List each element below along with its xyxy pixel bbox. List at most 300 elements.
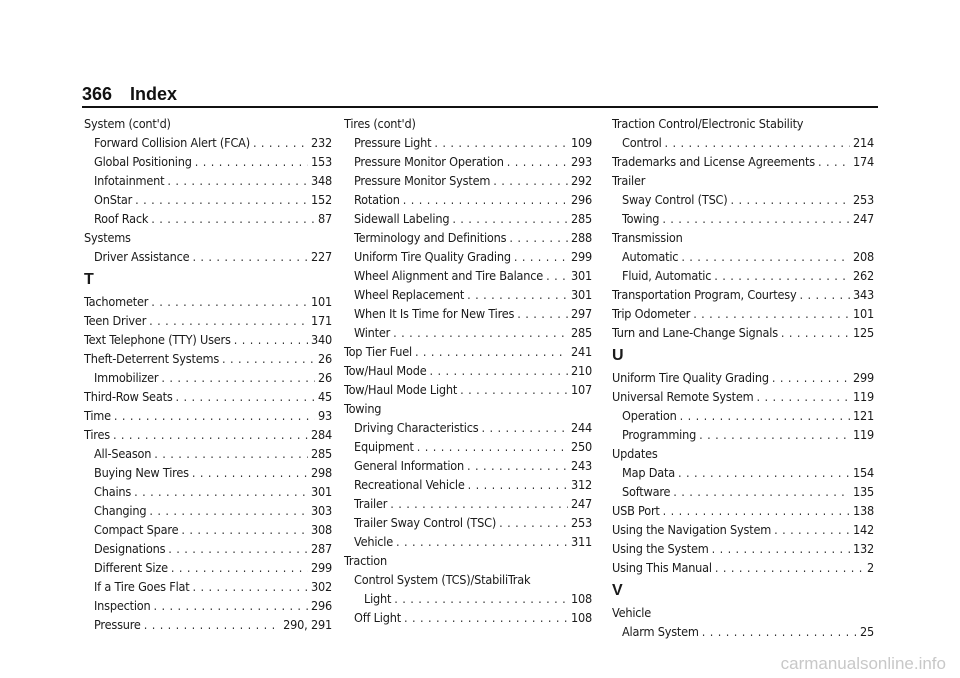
- dot-leader: [149, 501, 308, 520]
- dot-leader: [167, 171, 308, 190]
- index-entry[interactable]: [344, 342, 592, 361]
- dot-leader: [134, 482, 308, 501]
- header-rule: [82, 106, 878, 108]
- entry-term: Using the Navigation System: [612, 522, 772, 537]
- dot-leader: [681, 247, 850, 266]
- dot-leader: [234, 330, 308, 349]
- index-entry[interactable]: [84, 577, 332, 596]
- entry-page: 101: [310, 294, 332, 309]
- entry-page: 45: [317, 389, 332, 404]
- index-entry[interactable]: [84, 171, 332, 190]
- entry-page: 284: [310, 427, 332, 442]
- index-entry[interactable]: [344, 304, 592, 323]
- entry-term: Traction Control/Electronic Stability: [612, 116, 804, 131]
- index-entry[interactable]: [84, 482, 332, 501]
- entry-page: 287: [310, 541, 332, 556]
- entry-page: 340: [310, 332, 332, 347]
- entry-term: Towing: [344, 401, 382, 416]
- entry-term: Immobilizer: [94, 370, 159, 385]
- page-header: [82, 84, 177, 105]
- entry-page: 302: [310, 579, 332, 594]
- entry-term: Roof Rack: [94, 211, 149, 226]
- index-entry[interactable]: [612, 463, 874, 482]
- index-entry[interactable]: [612, 304, 874, 323]
- entry-term: USB Port: [612, 503, 660, 518]
- entry-page: 210: [570, 363, 592, 378]
- entry-page: 152: [310, 192, 332, 207]
- dot-leader: [193, 577, 308, 596]
- entry-term: Inspection: [94, 598, 151, 613]
- index-entry[interactable]: [84, 463, 332, 482]
- entry-term: Light: [364, 591, 392, 606]
- dot-leader: [429, 361, 568, 380]
- entry-page: 214: [852, 135, 874, 150]
- entry-page: 348: [310, 173, 332, 188]
- entry-page: 227: [310, 249, 332, 264]
- entry-page: 119: [852, 389, 874, 404]
- entry-term: Towing: [622, 211, 660, 226]
- entry-term: Transmission: [612, 230, 683, 245]
- entry-term: Time: [84, 408, 111, 423]
- dot-leader: [396, 532, 568, 551]
- entry-term: Transportation Program, Courtesy: [612, 287, 797, 302]
- dot-leader: [113, 425, 308, 444]
- dot-leader: [715, 558, 864, 577]
- entry-page: 108: [570, 591, 592, 606]
- entry-page: 296: [570, 192, 592, 207]
- entry-page: 297: [570, 306, 592, 321]
- entry-term: Wheel Alignment and Tire Balance: [354, 268, 544, 283]
- dot-leader: [176, 387, 315, 406]
- index-entry[interactable]: [612, 520, 874, 539]
- entry-term: Text Telephone (TTY) Users: [84, 332, 231, 347]
- dot-leader: [393, 323, 568, 342]
- dot-leader: [452, 209, 568, 228]
- entry-term: Universal Remote System: [612, 389, 754, 404]
- entry-term: Equipment: [354, 439, 414, 454]
- index-entry[interactable]: [344, 209, 592, 228]
- dot-leader: [468, 475, 568, 494]
- index-entry[interactable]: [612, 387, 874, 406]
- section-letter: T: [84, 271, 94, 288]
- index-entry[interactable]: [84, 368, 332, 387]
- index-entry[interactable]: [344, 285, 592, 304]
- entry-term: Pressure Monitor System: [354, 173, 491, 188]
- index-entry[interactable]: [612, 501, 874, 520]
- index-entry[interactable]: [344, 323, 592, 342]
- entry-page: 293: [570, 154, 592, 169]
- entry-page: 250: [570, 439, 592, 454]
- dot-leader: [507, 152, 568, 171]
- index-entry[interactable]: [612, 190, 874, 209]
- entry-term: Wheel Replacement: [354, 287, 465, 302]
- entry-term: Tow/Haul Mode: [344, 363, 427, 378]
- index-heading: [612, 114, 874, 133]
- entry-term: Turn and Lane-Change Signals: [612, 325, 778, 340]
- entry-page: 138: [852, 503, 874, 518]
- dot-leader: [467, 456, 568, 475]
- entry-term: When It Is Time for New Tires: [354, 306, 515, 321]
- dot-leader: [665, 133, 850, 152]
- entry-page: 26: [317, 351, 332, 366]
- entry-term: Different Size: [94, 560, 168, 575]
- entry-term: Terminology and Definitions: [354, 230, 507, 245]
- entry-page: 26: [317, 370, 332, 385]
- dot-leader: [192, 247, 308, 266]
- entry-page: 101: [852, 306, 874, 321]
- entry-page: 311: [570, 534, 592, 549]
- index-entry[interactable]: [344, 171, 592, 190]
- entry-term: Top Tier Fuel: [344, 344, 412, 359]
- entry-page: 301: [570, 287, 592, 302]
- dot-leader: [509, 228, 568, 247]
- entry-term: Buying New Tires: [94, 465, 189, 480]
- entry-page: 298: [310, 465, 332, 480]
- section-letter: V: [612, 582, 623, 599]
- entry-term: Using the System: [612, 541, 709, 556]
- entry-term: Chains: [94, 484, 132, 499]
- entry-term: Control: [622, 135, 662, 150]
- index-entry[interactable]: [344, 228, 592, 247]
- entry-page: 107: [570, 382, 592, 397]
- dot-leader: [144, 615, 280, 634]
- index-entry[interactable]: [612, 247, 874, 266]
- entry-term: Recreational Vehicle: [354, 477, 465, 492]
- entry-page: 154: [852, 465, 874, 480]
- index-entry[interactable]: [344, 475, 592, 494]
- dot-leader: [662, 209, 850, 228]
- index-entry[interactable]: [612, 539, 874, 558]
- entry-term: Third-Row Seats: [84, 389, 173, 404]
- entry-page: 299: [310, 560, 332, 575]
- index-column-2: [344, 114, 592, 627]
- entry-term: Vehicle: [354, 534, 394, 549]
- index-heading: [344, 570, 592, 589]
- dot-leader: [161, 368, 315, 387]
- dot-leader: [714, 266, 850, 285]
- entry-page: 253: [570, 515, 592, 530]
- dot-leader: [192, 463, 308, 482]
- entry-term: Infotainment: [94, 173, 165, 188]
- entry-page: 208: [852, 249, 874, 264]
- entry-term: Control System (TCS)/StabiliTrak: [354, 572, 531, 587]
- index-entry[interactable]: [84, 539, 332, 558]
- index-entry[interactable]: [84, 425, 332, 444]
- index-entry[interactable]: [84, 190, 332, 209]
- dot-leader: [222, 349, 315, 368]
- entry-page: 247: [852, 211, 874, 226]
- index-entry[interactable]: [612, 482, 874, 501]
- entry-page: 285: [570, 325, 592, 340]
- entry-page: 247: [570, 496, 592, 511]
- entry-term: All-Season: [94, 446, 152, 461]
- entry-page: 174: [852, 154, 874, 169]
- entry-term: Changing: [94, 503, 147, 518]
- dot-leader: [818, 152, 850, 171]
- index-entry[interactable]: [84, 311, 332, 330]
- index-entry[interactable]: [344, 152, 592, 171]
- watermark: carmanualsonline.info: [780, 654, 946, 673]
- entry-page: 253: [852, 192, 874, 207]
- entry-term: Sidewall Labeling: [354, 211, 450, 226]
- index-entry[interactable]: [344, 418, 592, 437]
- dot-leader: [154, 596, 308, 615]
- entry-term: General Information: [354, 458, 465, 473]
- entry-page: 142: [852, 522, 874, 537]
- dot-leader: [678, 463, 850, 482]
- dot-leader: [154, 444, 308, 463]
- index-entry[interactable]: [612, 266, 874, 285]
- entry-term: Designations: [94, 541, 166, 556]
- index-entry[interactable]: [612, 323, 874, 342]
- section-letter: U: [612, 347, 624, 364]
- entry-term: Sway Control (TSC): [622, 192, 728, 207]
- entry-page: 288: [570, 230, 592, 245]
- entry-page: 292: [570, 173, 592, 188]
- entry-term: Winter: [354, 325, 391, 340]
- entry-page: 244: [570, 420, 592, 435]
- index-entry[interactable]: [344, 266, 592, 285]
- entry-page: 343: [852, 287, 874, 302]
- entry-page: 290, 291: [283, 617, 332, 632]
- dot-leader: [699, 425, 850, 444]
- entry-term: If a Tire Goes Flat: [94, 579, 190, 594]
- index-heading: [84, 228, 332, 247]
- entry-page: 299: [852, 370, 874, 385]
- dot-leader: [680, 406, 850, 425]
- entry-term: Operation: [622, 408, 677, 423]
- entry-term: Tow/Haul Mode Light: [344, 382, 458, 397]
- dot-leader: [702, 622, 857, 641]
- index-entry[interactable]: [84, 596, 332, 615]
- entry-page: 232: [310, 135, 332, 150]
- dot-leader: [546, 266, 568, 285]
- index-entry[interactable]: [344, 589, 592, 608]
- index-entry[interactable]: [612, 406, 874, 425]
- index-entry[interactable]: [612, 368, 874, 387]
- entry-term: Trip Odometer: [612, 306, 691, 321]
- index-entry[interactable]: [84, 615, 332, 634]
- entry-page: 87: [317, 211, 332, 226]
- entry-term: Driving Characteristics: [354, 420, 479, 435]
- dot-leader: [663, 501, 850, 520]
- entry-page: 132: [852, 541, 874, 556]
- entry-term: Trailer Sway Control (TSC): [354, 515, 497, 530]
- index-entry[interactable]: [612, 425, 874, 444]
- entry-page: 312: [570, 477, 592, 492]
- index-entry[interactable]: [344, 456, 592, 475]
- index-heading: [84, 114, 332, 133]
- index-entry[interactable]: [84, 558, 332, 577]
- dot-leader: [151, 292, 308, 311]
- entry-term: Updates: [612, 446, 658, 461]
- dot-leader: [756, 387, 850, 406]
- index-entry[interactable]: [344, 494, 592, 513]
- index-entry[interactable]: [612, 209, 874, 228]
- index-heading: [612, 171, 874, 190]
- index-entry[interactable]: [612, 622, 874, 641]
- entry-term: Tachometer: [84, 294, 149, 309]
- index-entry[interactable]: [84, 444, 332, 463]
- entry-page: 171: [310, 313, 332, 328]
- entry-term: Programming: [622, 427, 697, 442]
- dot-leader: [394, 589, 568, 608]
- entry-term: Uniform Tire Quality Grading: [612, 370, 769, 385]
- dot-leader: [673, 482, 850, 501]
- entry-term: Tires: [84, 427, 110, 442]
- entry-term: Global Positioning: [94, 154, 192, 169]
- index-entry[interactable]: [612, 133, 874, 152]
- entry-term: Rotation: [354, 192, 400, 207]
- dot-leader: [253, 133, 308, 152]
- dot-leader: [195, 152, 308, 171]
- index-column-3: [612, 114, 874, 641]
- entry-page: 241: [570, 344, 592, 359]
- index-heading: [344, 551, 592, 570]
- index-column-1: [84, 114, 332, 634]
- entry-term: Compact Spare: [94, 522, 179, 537]
- index-entry[interactable]: [84, 330, 332, 349]
- entry-term: Teen Driver: [84, 313, 147, 328]
- dot-leader: [781, 323, 850, 342]
- index-entry[interactable]: [344, 437, 592, 456]
- entry-term: Software: [622, 484, 671, 499]
- index-entry[interactable]: [344, 513, 592, 532]
- index-entry[interactable]: [344, 380, 592, 399]
- dot-leader: [499, 513, 568, 532]
- entry-page: 108: [570, 610, 592, 625]
- entry-page: 303: [310, 503, 332, 518]
- dot-leader: [181, 520, 308, 539]
- index-entry[interactable]: [344, 247, 592, 266]
- dot-leader: [731, 190, 850, 209]
- entry-page: 121: [852, 408, 874, 423]
- entry-page: 109: [570, 135, 592, 150]
- dot-leader: [799, 285, 850, 304]
- dot-leader: [774, 520, 850, 539]
- dot-leader: [171, 558, 308, 577]
- entry-page: 125: [852, 325, 874, 340]
- entry-page: 93: [317, 408, 332, 423]
- entry-term: Vehicle: [612, 605, 652, 620]
- entry-term: System (cont'd): [84, 116, 171, 131]
- index-entry[interactable]: [344, 608, 592, 627]
- index-entry[interactable]: [344, 190, 592, 209]
- index-entry[interactable]: [344, 133, 592, 152]
- dot-leader: [434, 133, 568, 152]
- page-title: Index: [130, 84, 178, 104]
- dot-leader: [168, 539, 308, 558]
- index-entry[interactable]: [344, 532, 592, 551]
- entry-page: 296: [310, 598, 332, 613]
- entry-page: 243: [570, 458, 592, 473]
- index-entry[interactable]: [344, 361, 592, 380]
- dot-leader: [517, 304, 568, 323]
- dot-leader: [481, 418, 568, 437]
- entry-page: 25: [859, 624, 874, 639]
- index-entry[interactable]: [84, 387, 332, 406]
- dot-leader: [404, 608, 568, 627]
- dot-leader: [460, 380, 568, 399]
- entry-term: Fluid, Automatic: [622, 268, 712, 283]
- entry-page: 301: [570, 268, 592, 283]
- entry-page: 285: [570, 211, 592, 226]
- entry-term: Forward Collision Alert (FCA): [94, 135, 250, 150]
- entry-page: 285: [310, 446, 332, 461]
- entry-page: 262: [852, 268, 874, 283]
- entry-page: 301: [310, 484, 332, 499]
- entry-term: Theft-Deterrent Systems: [84, 351, 220, 366]
- entry-page: 2: [866, 560, 874, 575]
- dot-leader: [417, 437, 568, 456]
- entry-page: 135: [852, 484, 874, 499]
- dot-leader: [114, 406, 315, 425]
- entry-term: Tires (cont'd): [344, 116, 416, 131]
- index-heading: [344, 114, 592, 133]
- dot-leader: [390, 494, 568, 513]
- entry-term: Pressure: [94, 617, 141, 632]
- index-entry[interactable]: [84, 501, 332, 520]
- entry-term: Trailer: [354, 496, 388, 511]
- dot-leader: [151, 209, 315, 228]
- index-heading: [612, 444, 874, 463]
- index-entry[interactable]: [612, 152, 874, 171]
- dot-leader: [403, 190, 568, 209]
- entry-term: Map Data: [622, 465, 675, 480]
- entry-term: Pressure Monitor Operation: [354, 154, 504, 169]
- index-entry[interactable]: [612, 558, 874, 577]
- index-heading: [612, 228, 874, 247]
- index-entry[interactable]: [84, 152, 332, 171]
- dot-leader: [415, 342, 568, 361]
- entry-term: Off Light: [354, 610, 401, 625]
- entry-term: Automatic: [622, 249, 679, 264]
- dot-leader: [712, 539, 850, 558]
- entry-term: Trademarks and License Agreements: [612, 154, 815, 169]
- dot-leader: [514, 247, 568, 266]
- dot-leader: [693, 304, 850, 323]
- entry-term: OnStar: [94, 192, 133, 207]
- entry-term: Systems: [84, 230, 131, 245]
- entry-term: Using This Manual: [612, 560, 712, 575]
- entry-term: Uniform Tire Quality Grading: [354, 249, 511, 264]
- entry-term: Traction: [344, 553, 387, 568]
- dot-leader: [493, 171, 568, 190]
- entry-page: 153: [310, 154, 332, 169]
- index-heading: [612, 603, 874, 622]
- entry-term: Pressure Light: [354, 135, 432, 150]
- index-entry[interactable]: [84, 349, 332, 368]
- page-number: 366: [82, 84, 113, 104]
- index-entry[interactable]: [84, 292, 332, 311]
- index-entry[interactable]: [612, 285, 874, 304]
- dot-leader: [467, 285, 568, 304]
- dot-leader: [772, 368, 850, 387]
- index-entry[interactable]: [84, 406, 332, 425]
- dot-leader: [135, 190, 308, 209]
- entry-page: 308: [310, 522, 332, 537]
- index-entry[interactable]: [84, 520, 332, 539]
- index-entry[interactable]: [84, 209, 332, 228]
- index-entry[interactable]: [84, 133, 332, 152]
- index-heading: [344, 399, 592, 418]
- entry-page: 119: [852, 427, 874, 442]
- index-entry[interactable]: [84, 247, 332, 266]
- entry-term: Alarm System: [622, 624, 699, 639]
- dot-leader: [149, 311, 308, 330]
- entry-term: Trailer: [612, 173, 646, 188]
- entry-page: 299: [570, 249, 592, 264]
